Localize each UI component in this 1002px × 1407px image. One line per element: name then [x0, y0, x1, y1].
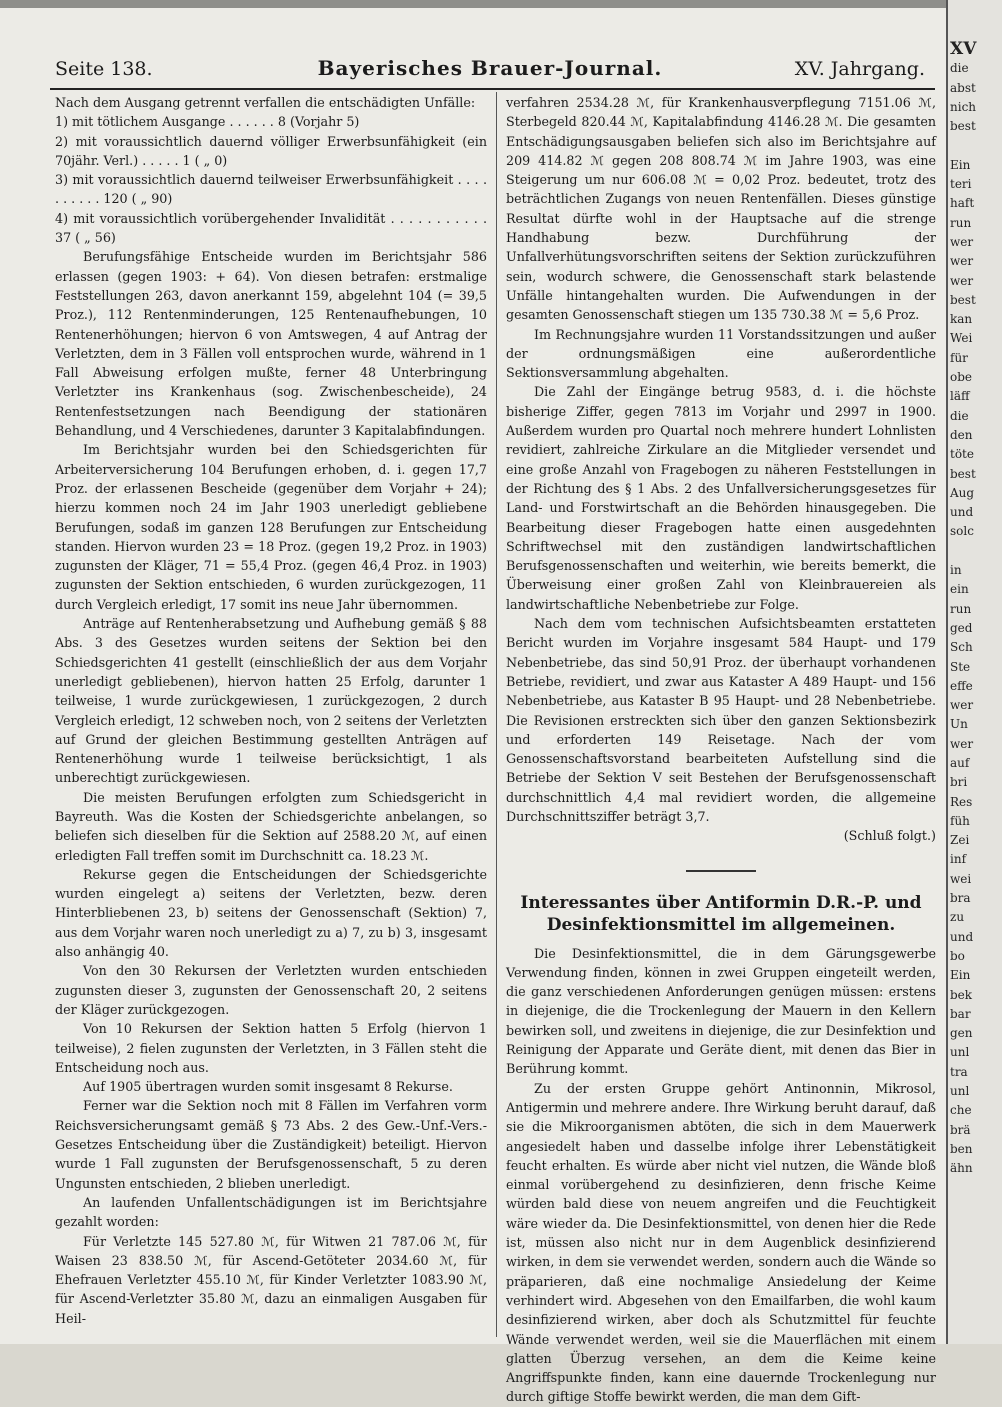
- left-column: [55, 93, 487, 1328]
- edge-fragment: bri: [950, 775, 968, 790]
- paragraph: Berufungsfähige Entscheide wurden im Berichtsjahr 586 erlassen (gegen 1903: + 64). Von diesen betrafen: erstmalige Feststellungen 263, davon anerkannt 159, abgelehnt 104 (= 39,5 Proz.), 112 Rentenminderungen, 125 Rentenaufhebungen, 10 Rentenerhöhungen; hiervon 6 von Amtswegen, 4 auf Antrag der Verletzten, dem in 3 Fällen voll entsprochen wurde, während in 1 Fall Abweisung erfolgen mußte, ferner 48 Unterbringung Verletzter ins Krankenhaus (sog. Zwischenbescheide), 24 Rentenfestsetzungen nach Beendigung der stationären Behandlung, und 4 Verschiedenes, darunter 3 Kapitalabfindungen.: [55, 249, 487, 439]
- edge-fragment: unl: [950, 1084, 970, 1099]
- edge-fragment: gen: [950, 1026, 973, 1041]
- edge-fragment: best: [950, 292, 976, 307]
- edge-fragment: abst: [950, 80, 976, 95]
- article-title: Interessantes über Antiformin D.R.-P. und Desinfektionsmittel im allgemeinen.: [520, 892, 922, 935]
- edge-fragment: [950, 136, 1000, 155]
- edge-fragment: nich: [950, 99, 977, 114]
- paragraph: Die meisten Berufungen erfolgten zum Schiedsgericht in Bayreuth. Was die Kosten der Schiedsgerichte anbelangen, so beliefen sich dieselben für die Sektion auf 2588.20 ℳ, auf einen erledigten Fall treffen somit im Durchschnitt ca. 18.23 ℳ.: [55, 789, 487, 863]
- edge-fragment: obe: [950, 370, 973, 385]
- edge-fragment: ein: [950, 582, 969, 597]
- edge-fragment: che: [950, 1103, 972, 1118]
- header-rule: [50, 88, 935, 90]
- edge-fragment: wer: [950, 273, 974, 288]
- edge-fragment: läff: [950, 389, 970, 404]
- paragraph: Nach dem Ausgang getrennt verfallen die entschädigten Unfälle:: [55, 95, 476, 110]
- edge-fragment: Sch: [950, 640, 973, 655]
- paragraph: Zu der ersten Gruppe gehört Antinonnin, Mikrosol, Antigermin und mehrere andere. Ihre Wirkung beruht darauf, daß sie die Mikroorganismen abtöten, die sich in dem Mauerwerk angesiedelt haben und dasselbe infolge ihrer Lebenstätigkeit feucht erhalten. Es würde aber nicht viel nutzen, die Wände bloß einmal vorübergehend zu desinfizieren, denn frische Keime würden bald diese von neuem angreifen und die Feuchtigkeit wäre wieder da. Die Desinfektionsmittel, von denen hier die Rede ist, müssen also nicht nur in dem Augenblick desinfizierend wirken, in dem sie verwendet werden, sondern auch die Wände so präparieren, daß eine nochmalige Ansiedelung der Keime verhindert wird. Abgesehen von den Emailfarben, die wohl kaum desinfizierend wirken, aber doch als Schutzmittel für feuchte Wände verwendet werden, weil sie die Mauerflächen mit einem glatten Überzug versehen, an dem die Keime keine Angriffspunkte finden, kann eine dauernde Trockenlegung nur durch giftige Stoffe bewirkt werden, die man dem Gift-: [506, 1080, 936, 1405]
- volume-label: XV. Jahrgang.: [794, 58, 925, 80]
- edge-fragment: Aug: [950, 485, 975, 500]
- column-divider: [496, 92, 497, 1337]
- edge-fragment: haft: [950, 196, 975, 211]
- edge-fragment: wer: [950, 254, 974, 269]
- paragraph: Auf 1905 übertragen wurden somit insgesamt 8 Rekurse.: [83, 1079, 453, 1095]
- paragraph: Von den 30 Rekursen der Verletzten wurden entschieden zugunsten dieser 3, zugunsten der Genossenschaft 20, 2 seitens der Kläger zurückgezogen.: [55, 963, 487, 1017]
- paragraph: Die Desinfektionsmittel, die in dem Gärungsgewerbe Verwendung finden, können in zwei Gruppen eingeteilt werden, die ganz verschiedenen Anforderungen genügen müssen: erstens in diejenige, die die Trockenlegung der Mauern in den Kellern bewirken soll, und zweitens in diejenige, die zur Desinfektion und Reinigung der Apparate und Geräte dient, mit denen das Bier in Berührung kommt.: [506, 945, 936, 1077]
- edge-fragment: unl: [950, 1045, 970, 1060]
- edge-fragment: und: [950, 929, 974, 944]
- edge-fragment: Ste: [950, 659, 971, 674]
- edge-fragment: Zei: [950, 833, 970, 848]
- edge-fragment: ged: [950, 620, 973, 635]
- edge-fragment: kan: [950, 312, 973, 327]
- edge-fragment: die: [950, 61, 969, 76]
- paragraph: Ferner war die Sektion noch mit 8 Fällen im Verfahren vorm Reichsversicherungsamt gemäß § 73 Abs. 2 des Gew.-Unf.-Vers.-Gesetzes Entscheidung über die Zuständigkeit) beteiligt. Hiervon wurde 1 Fall zugunsten der Berufsgenossenschaft, 5 zu deren Ungunsten entschieden, 2 blieben unerledigt.: [55, 1098, 487, 1191]
- edge-fragment: Res: [950, 794, 973, 809]
- page-number: Seite 138.: [55, 58, 153, 80]
- edge-fragment: ähn: [950, 1161, 973, 1176]
- edge-fragment: inf: [950, 852, 967, 867]
- edge-fragment: tra: [950, 1064, 968, 1079]
- edge-fragment: Wei: [950, 331, 973, 346]
- paragraph: Im Rechnungsjahre wurden 11 Vorstandssitzungen und außer der ordnungsmäßigen eine außerordentliche Sektionsversammlung abgehalten.: [506, 326, 936, 381]
- edge-fragment: Ein: [950, 157, 971, 172]
- edge-fragment: in: [950, 563, 962, 578]
- edge-fragment: effe: [950, 678, 973, 693]
- edge-fragment: für: [950, 350, 968, 365]
- paragraph: An laufenden Unfallentschädigungen ist im Berichtsjahre gezahlt worden:: [55, 1194, 487, 1230]
- edge-fragment: XV: [950, 39, 977, 59]
- list-item: 3) mit voraussichtlich dauernd teilweiser Erwerbsunfähigkeit . . . . . . . . . . 120 ( „ 90): [55, 172, 487, 207]
- edge-fragment: füh: [950, 813, 970, 828]
- edge-fragment: wer: [950, 234, 974, 249]
- edge-fragment: teri: [950, 177, 972, 192]
- edge-fragment: den: [950, 427, 973, 442]
- edge-fragment: wer: [950, 736, 974, 751]
- section-divider: [686, 870, 756, 872]
- paragraph: Die Zahl der Eingänge betrug 9583, d. i. die höchste bisherige Ziffer, gegen 7813 im Vorjahr und 2997 in 1900. Außerdem wurden pro Quartal noch mehrere hundert Lohnlisten revidiert, zahlreiche Zirkulare an die Mitglieder versendet und eine große Anzahl von Fragebogen zu näheren Feststellungen in der Richtung des § 1 Abs. 2 des Unfallversicherungsgesetzes für Land- und Forstwirtschaft an die Behörden hinausgegeben. Die Bearbeitung dieser Fragebogen hatte einen ausgedehnten Schriftwechsel mit den zuständigen landwirtschaftlichen Berufsgenossenschaften und weiterhin, wie bereits bemerkt, die Überweisung einer großen Zahl von Kleinbrauereien als landwirtschaftliche Nebenbetriebe zur Folge.: [506, 384, 936, 612]
- paragraph: Im Berichtsjahr wurden bei den Schiedsgerichten für Arbeiterversicherung 104 Berufungen erhoben, d. i. gegen 17,7 Proz. der erlassenen Bescheide (gegenüber dem Vorjahr + 24); hierzu kommen noch 24 im Jahr 1903 unerledigt gebliebene Berufungen, sodaß im ganzen 128 Berufungen zur Entscheidung standen. Hiervon wurden 23 = 18 Proz. (gegen 19,2 Proz. in 1903) zugunsten der Kläger, 71 = 55,4 Proz. (gegen 46,4 Proz. in 1903) zugunsten der Sektion entschieden, 6 wurden zurückgezogen, 11 durch Vergleich erledigt, 17 somit ins neue Jahr übernommen.: [55, 442, 487, 612]
- list-item: 4) mit voraussichtlich vorübergehender Invalidität . . . . . . . . . . . 37 ( „ 56): [55, 210, 487, 246]
- edge-fragment: run: [950, 601, 972, 616]
- edge-fragment: wei: [950, 871, 972, 886]
- adjacent-page-text: [950, 40, 1000, 1179]
- edge-fragment: run: [950, 215, 972, 230]
- edge-fragment: [950, 542, 1000, 561]
- paragraph: Von 10 Rekursen der Sektion hatten 5 Erfolg (hiervon 1 teilweise), 2 fielen zugunsten der Verletzten, in 3 Fällen steht die Entscheidung noch aus.: [55, 1021, 487, 1075]
- scan-border: [0, 0, 1000, 8]
- edge-fragment: bar: [950, 1006, 971, 1021]
- edge-fragment: best: [950, 119, 976, 134]
- paragraph: Nach dem vom technischen Aufsichtsbeamten erstatteten Bericht wurden im Vorjahre insgesamt 584 Haupt- und 179 Nebenbetriebe, das sind 50,91 Proz. der überhaupt vorhandenen Betriebe, revidiert, und zwar aus Kataster A 489 Haupt- und 156 Nebenbetriebe, aus Kataster B 95 Haupt- und 28 Nebenbetriebe. Die Revisionen erstreckten sich über den ganzen Sektionsbezirk und erforderten 149 Reisetage. Nach der vom Genossenschaftsvorstand bearbeiteten Aufstellung sind die Betriebe der Sektion V seit Bestehen der Berufsgenossenschaft durchschnittlich 4,4 mal revidiert worden, die allgemeine Durchschnittsziffer beträgt 3,7.: [506, 616, 936, 824]
- right-column: [506, 93, 936, 1407]
- edge-fragment: bek: [950, 987, 973, 1002]
- edge-fragment: bo: [950, 948, 965, 963]
- paragraph: verfahren 2534.28 ℳ, für Krankenhausverpflegung 7151.06 ℳ, Sterbegeld 820.44 ℳ, Kapitalabfindung 4146.28 ℳ. Die gesamten Entschädigungsausgaben beliefen sich also im Berichtsjahre auf 209 414.82 ℳ gegen 208 808.74 ℳ im Jahre 1903, was eine Steigerung um nur 606.08 ℳ = 0,02 Proz. bedeutet, trotz des beträchtlichen Zugangs von neuen Rentenfällen. Dieses günstige Resultat dürfte wohl in der Hauptsache auf die strenge Handhabung bezw. Durchführung der Unfallverhütungsvorschriften seitens der Sektion zurückzuführen sein, wodurch schwere, die Genossenschaft stark belastende Unfälle hintangehalten wurden. Die Aufwendungen in der gesamten Genossenschaft stiegen um 135 730.38 ℳ = 5,6 Proz.: [506, 95, 936, 323]
- edge-fragment: best: [950, 466, 976, 481]
- edge-fragment: Un: [950, 717, 968, 732]
- edge-fragment: wer: [950, 698, 974, 713]
- edge-fragment: zu: [950, 910, 965, 925]
- edge-fragment: ben: [950, 1141, 973, 1156]
- edge-fragment: und: [950, 505, 974, 520]
- edge-fragment: töte: [950, 447, 974, 462]
- paragraph: Rekurse gegen die Entscheidungen der Schiedsgerichte wurden eingelegt a) seitens der Verletzten, bezw. deren Hinterbliebenen 23, b) seitens der Genossenschaft (Sektion) 7, aus dem Vorjahr waren noch unerledigt zu a) 7, zu b) 3, insgesamt also anhängig 40.: [55, 866, 487, 960]
- closing-note: (Schluß folgt.): [843, 828, 936, 844]
- journal-title: Bayerisches Brauer-Journal.: [317, 56, 663, 80]
- list-item: 2) mit voraussichtlich dauernd völliger Erwerbsunfähigkeit (ein 70jähr. Verl.) . . . . . 1 ( „ 0): [55, 133, 487, 168]
- page-header: [55, 56, 925, 88]
- edge-fragment: die: [950, 408, 969, 423]
- edge-fragment: solc: [950, 524, 974, 539]
- edge-fragment: Ein: [950, 968, 971, 983]
- edge-fragment: brä: [950, 1122, 971, 1137]
- paragraph: Anträge auf Rentenherabsetzung und Aufhebung gemäß § 88 Abs. 3 des Gesetzes wurden seitens der Sektion bei den Schiedsgerichten 41 gestellt (einschließlich der aus dem Vorjahr unerledigt gebliebenen), hiervon hatten 25 Erfolg, darunter 1 teilweise, 1 wurde zurückgewiesen, 1 zurückgezogen, 2 durch Vergleich erledigt, 12 schweben noch, von 2 seitens der Verletzten auf Grund der gleichen Bestimmung gestellten Anträgen auf Rentenerhöhung wurde 1 teilweise berücksichtigt, 1 als unberechtigt zurückgewiesen.: [55, 616, 487, 786]
- paragraph: Für Verletzte 145 527.80 ℳ, für Witwen 21 787.06 ℳ, für Waisen 23 838.50 ℳ, für Ascend-Getöteter 2034.60 ℳ, für Ehefrauen Verletzter 455.10 ℳ, für Kinder Verletzter 1083.90 ℳ, für Ascend-Verletzter 35.80 ℳ, dazu an einmaligen Ausgaben für Heil-: [55, 1233, 487, 1326]
- list-item: 1) mit tötlichem Ausgange . . . . . . 8 (Vorjahr 5): [55, 114, 360, 130]
- edge-fragment: bra: [950, 891, 971, 906]
- edge-fragment: auf: [950, 755, 970, 770]
